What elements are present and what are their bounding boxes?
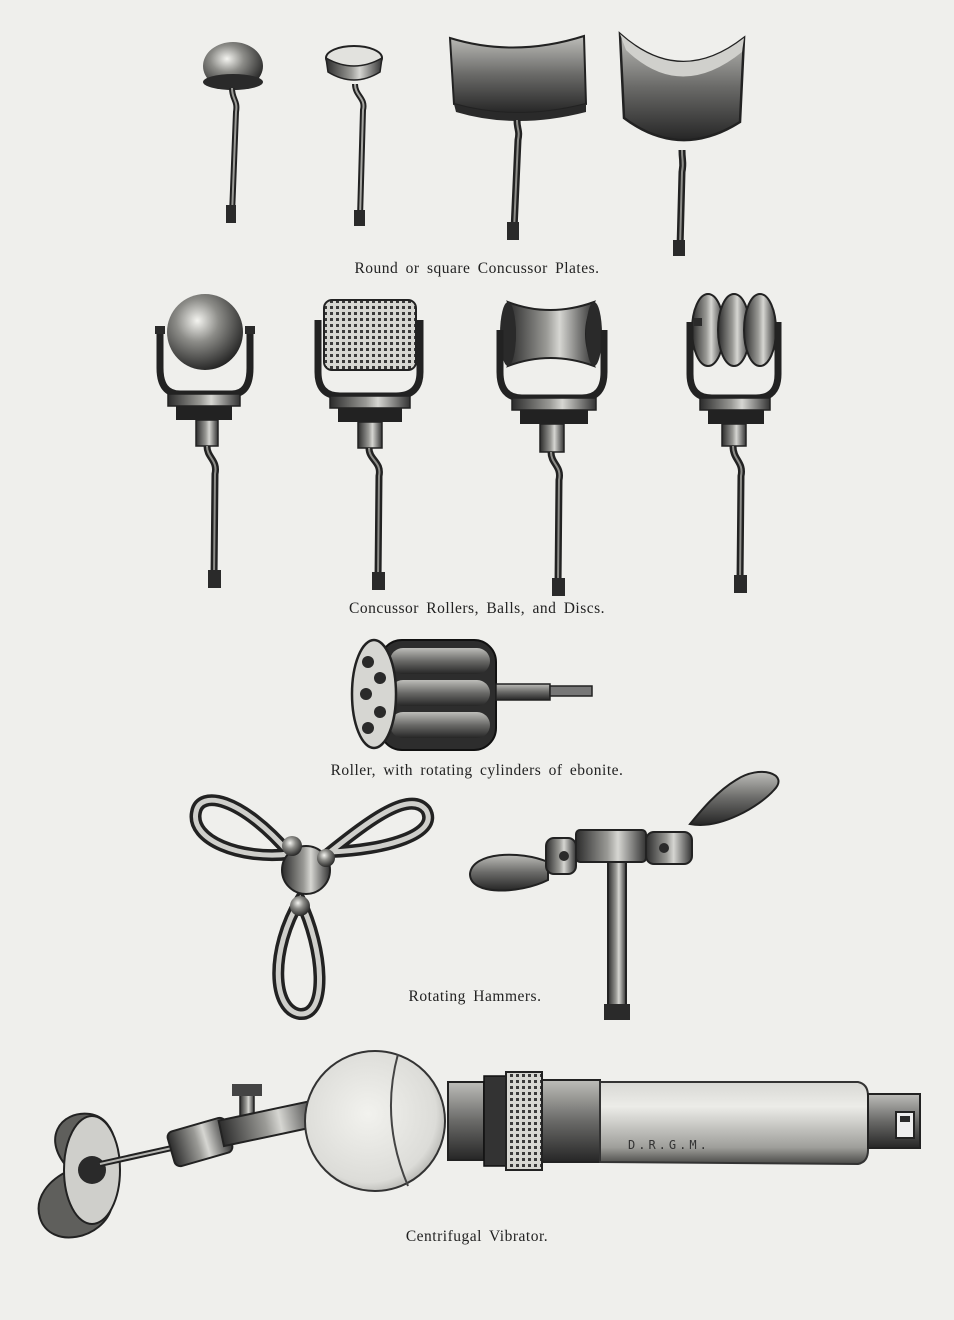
disc-concussor-roller — [690, 294, 778, 593]
caption-rotating-hammers: Rotating Hammers. — [408, 988, 542, 1005]
rotating-hammer-three-loop — [196, 800, 429, 1014]
centrifugal-vibrator — [39, 1051, 920, 1237]
round-concussor-plate-1 — [203, 42, 263, 223]
saddle-concussor-plate — [620, 34, 744, 256]
ebonite-cylinder-roller — [352, 640, 592, 750]
round-concussor-plate-2 — [326, 46, 382, 226]
knurled-concussor-roller — [318, 300, 420, 590]
ball-concussor-roller — [155, 294, 255, 588]
caption-concussor-plates: Round or square Concussor Plates. — [354, 260, 600, 277]
caption-concussor-rollers: Concussor Rollers, Balls, and Discs. — [348, 600, 606, 617]
rotating-hammer-wing — [470, 772, 778, 1020]
caption-centrifugal-vibrator: Centrifugal Vibrator. — [405, 1228, 549, 1245]
square-concussor-plate — [450, 36, 586, 240]
spool-concussor-roller — [500, 302, 604, 596]
vibrator-marking: D.R.G.M. — [628, 1138, 710, 1152]
caption-ebonite-roller: Roller, with rotating cylinders of ebonite. — [330, 762, 624, 779]
